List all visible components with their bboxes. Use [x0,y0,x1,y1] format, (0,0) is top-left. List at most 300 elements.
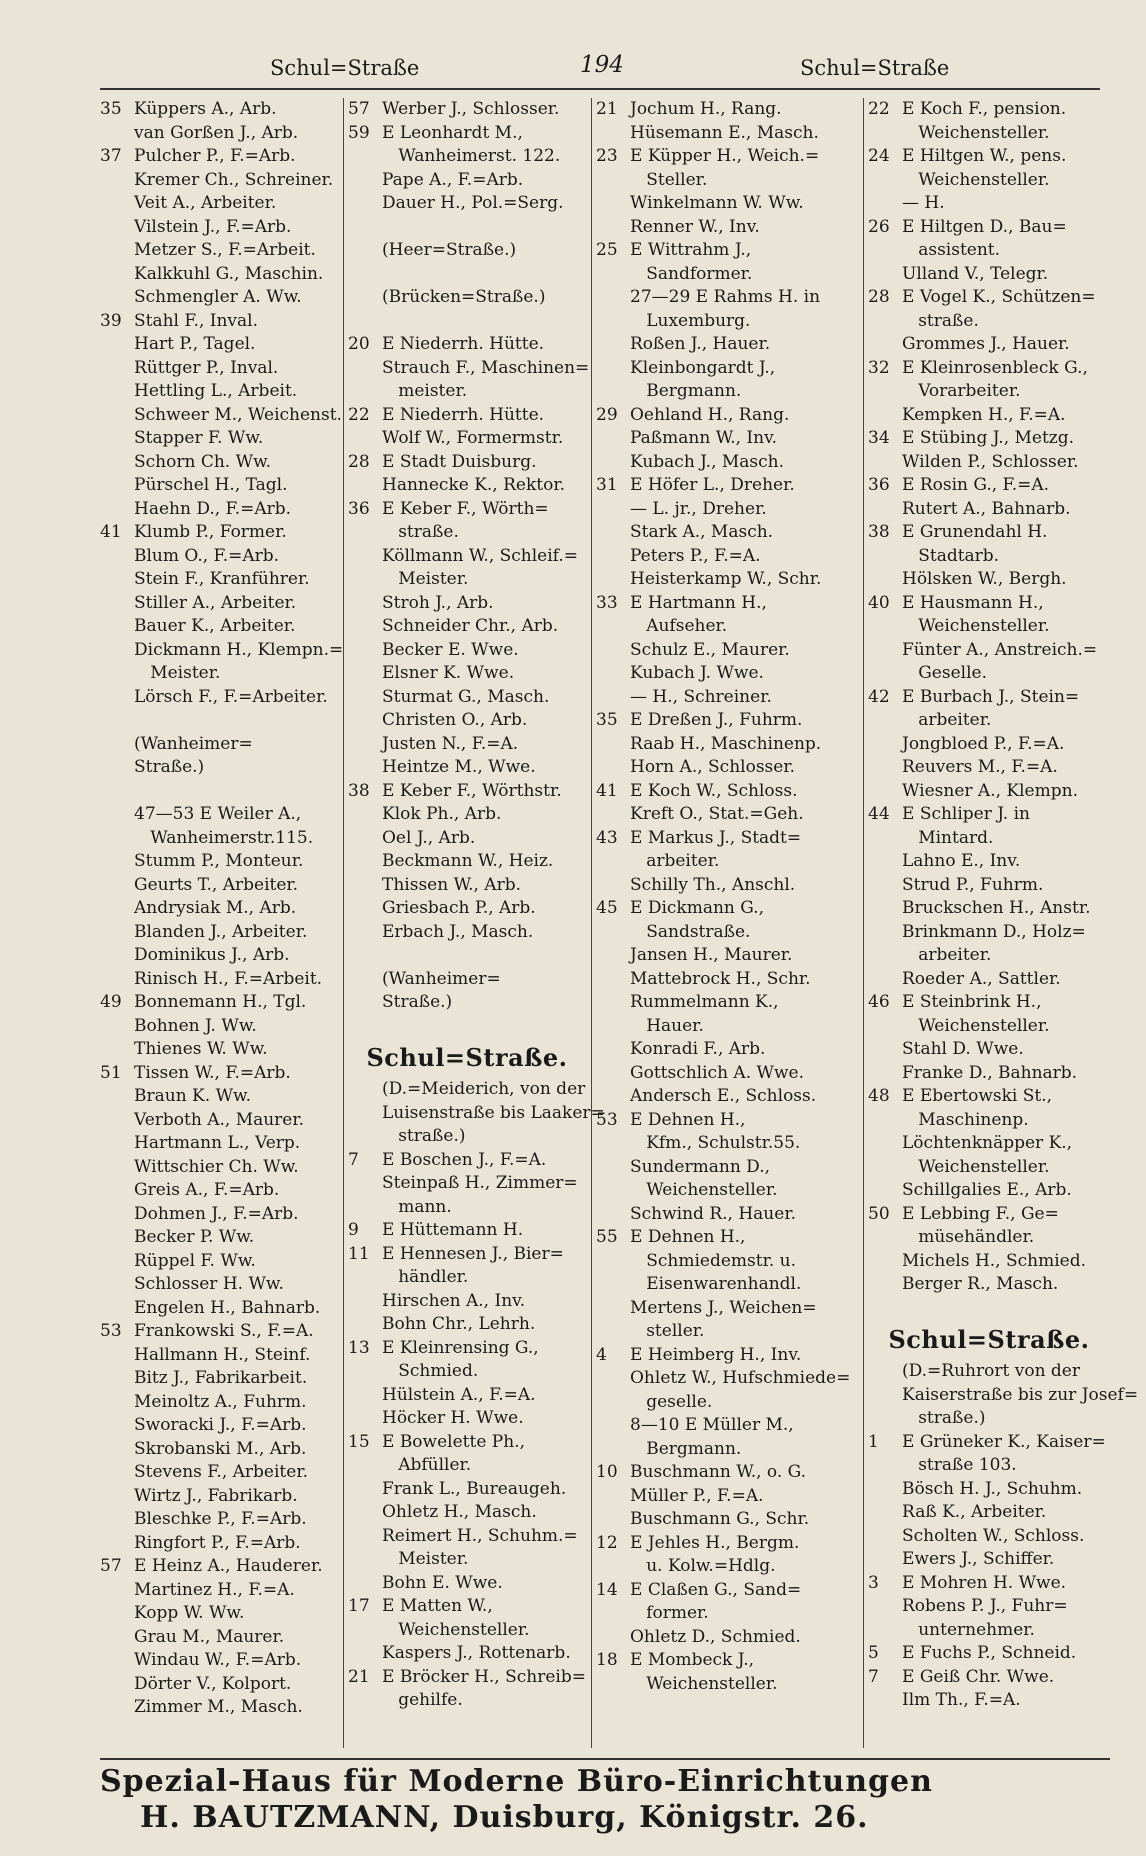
resident-text: 8—10 E Müller M., [630,1415,794,1435]
resident-text: straße. [902,310,979,331]
directory-entry [596,1438,858,1462]
directory-entry [100,709,338,733]
directory-entry [100,216,338,240]
directory-entry [100,968,338,992]
directory-entry [868,333,1110,357]
ad-line-1: Spezial-Haus für Moderne Büro-Einrichtungen [100,1764,933,1799]
directory-entry [348,1149,586,1173]
column-1 [100,98,344,1748]
house-number: 22 [348,404,370,425]
resident-text: Weichensteller. [902,1156,1050,1177]
house-number: 15 [348,1431,370,1452]
directory-entry [348,1689,586,1713]
directory-entry [868,780,1110,804]
directory-entry [868,192,1110,216]
resident-text: E Dehnen H., [630,1227,746,1247]
directory-entry [868,98,1110,122]
directory-entry [868,1595,1110,1619]
directory-entry [348,357,590,381]
resident-text: van Gorßen J., Arb. [134,122,299,143]
resident-text: E Hartmann H., [630,592,767,613]
directory-entry [348,145,586,169]
directory-entry [596,1555,858,1579]
directory-entry [100,404,342,428]
resident-text: Weichensteller. [630,1673,778,1694]
resident-text: Kaspers J., Rottenarb. [382,1643,571,1663]
directory-entry [348,991,586,1015]
directory-entry [348,968,586,992]
resident-text: Strud P., Fuhrm. [902,874,1044,895]
directory-entry [596,286,858,310]
house-number: 38 [348,780,370,801]
directory-entry [100,333,338,357]
house-number: 25 [596,240,618,260]
directory-entry [868,263,1110,287]
house-number: 53 [596,1109,618,1130]
resident-text: Zimmer M., Masch. [134,1697,303,1717]
resident-text: Bleschke P., F.=Arb. [134,1509,307,1529]
resident-text: Dörter V., Kolport. [134,1673,292,1694]
directory-entry [596,122,858,146]
resident-text: Schneider Chr., Arb. [382,616,559,636]
directory-entry [100,1649,338,1673]
directory-entry [348,263,586,287]
resident-text: Kubach J., Masch. [630,451,785,472]
resident-text: Konradi F., Arb. [630,1039,766,1059]
directory-entry [100,592,338,616]
directory-entry [868,1038,1110,1062]
resident-text: Kaiserstraße bis zur Josef= [902,1384,1139,1405]
street-section-title: Schul=Straße. [366,1043,568,1072]
directory-entry [100,145,338,169]
directory-entry [868,568,1110,592]
resident-text: gehilfe. [382,1690,463,1710]
directory-entry [596,1132,858,1156]
resident-text: Bonnemann H., Tgl. [134,992,307,1012]
resident-text: mann. [382,1196,452,1217]
resident-text: Ringfort P., F.=Arb. [134,1532,301,1553]
resident-text: Windau W., F.=Arb. [134,1650,302,1670]
resident-text: (D.=Ruhrort von der [902,1361,1080,1381]
house-number: 46 [868,992,890,1012]
directory-entry [596,1226,858,1250]
directory-entry [596,686,858,710]
directory-entry [868,756,1110,780]
directory-entry [100,1461,338,1485]
resident-text: Strauch F., Maschinen= [382,357,590,378]
resident-text: 27—29 E Rahms H. in [630,287,821,307]
resident-text: Frankowski S., F.=A. [134,1321,314,1341]
resident-text: Schulz E., Maurer. [630,639,790,660]
directory-entry [100,1344,338,1368]
directory-entry [348,1102,605,1126]
resident-text: Schmied. [382,1361,479,1381]
resident-text: E Hausmann H., [902,592,1044,613]
resident-text: Lörsch F., F.=Arbeiter. [134,686,328,707]
directory-entry [868,169,1110,193]
directory-entry [868,827,1110,851]
directory-entry [348,1548,586,1572]
resident-text: u. Kolw.=Hdlg. [630,1556,776,1576]
resident-text: müsehändler. [902,1227,1035,1247]
directory-entry [596,921,858,945]
resident-text: Klok Ph., Arb. [382,804,502,824]
directory-entry [596,756,858,780]
resident-text: Haehn D., F.=Arb. [134,498,292,519]
resident-text: E Grüneker K., Kaiser= [902,1431,1106,1452]
resident-text: Kleinbongardt J., [630,357,776,378]
directory-entry [100,1038,338,1062]
resident-text: Kremer Ch., Schreiner. [134,169,334,190]
directory-entry [348,1595,586,1619]
resident-text: E Heinz A., Hauderer. [134,1556,323,1576]
resident-text: assistent. [902,240,1001,260]
resident-text: Bösch H. J., Schuhm. [902,1478,1083,1499]
directory-entry [596,1085,858,1109]
resident-text: Robens P. J., Fuhr= [902,1596,1068,1616]
directory-entry [596,239,858,263]
house-number: 57 [100,1556,122,1576]
house-number: 21 [596,99,618,119]
resident-text: — H., Schreiner. [630,686,772,707]
house-number: 41 [596,780,618,801]
directory-entry [100,451,338,475]
directory-entry [868,1619,1110,1643]
directory-entry [348,239,586,263]
directory-entry [348,1501,586,1525]
column-divider [591,98,592,1748]
resident-text: Hallmann H., Steinf. [134,1344,311,1365]
resident-text: Sturmat G., Masch. [382,686,550,707]
house-number: 32 [868,357,890,378]
resident-text: Bergmann. [630,1438,742,1459]
resident-text: Kalkkuhl G., Maschin. [134,263,324,284]
resident-text: Erbach J., Masch. [382,921,534,942]
directory-entry [596,850,858,874]
resident-text: E Bowelette Ph., [382,1431,525,1452]
resident-text: E Hiltgen D., Bau= [902,216,1067,237]
resident-text: Meister. [382,569,469,589]
resident-text: Blanden J., Arbeiter. [134,921,308,942]
directory-entry [596,1391,858,1415]
resident-text: E Kleinrensing G., [382,1337,539,1358]
resident-text: meister. [382,381,468,401]
resident-text: Wilden P., Schlosser. [902,451,1079,472]
resident-text: Mertens J., Weichen= [630,1297,817,1318]
directory-entry [100,427,338,451]
directory-entry [348,1015,586,1039]
directory-entry [348,545,586,569]
resident-text: Ohletz H., Masch. [382,1502,537,1522]
directory-entry [596,733,858,757]
directory-entry [596,1320,858,1344]
directory-entry [868,1407,1110,1431]
resident-text: Meinoltz A., Fuhrm. [134,1391,307,1412]
directory-entry [348,1196,586,1220]
directory-entry [868,1525,1110,1549]
resident-text: Eisenwarenhandl. [630,1274,802,1294]
directory-entry [348,169,586,193]
resident-text: Metzer S., F.=Arbeit. [134,240,316,260]
resident-text: Kfm., Schulstr.55. [630,1133,801,1153]
directory-entry [868,944,1110,968]
directory-entry [348,1619,586,1643]
resident-text: Sundermann D., [630,1156,771,1177]
directory-entry [596,1508,858,1532]
directory-entry [100,827,338,851]
resident-text: Reimert H., Schuhm.= [382,1525,578,1546]
resident-text: Köllmann W., Schleif.= [382,545,579,566]
resident-text: Verboth A., Maurer. [134,1109,305,1130]
resident-text: Blum O., F.=Arb. [134,545,280,566]
directory-entry [868,1297,1110,1321]
house-number: 5 [868,1643,879,1663]
directory-entry [868,1454,1110,1478]
directory-entry [100,639,344,663]
resident-text: E Küpper H., Weich.= [630,146,820,166]
house-number: 42 [868,686,890,707]
directory-entry [868,709,1110,733]
resident-text: Hülstein A., F.=A. [382,1384,536,1405]
resident-text: Oehland H., Rang. [630,404,790,425]
resident-text: Wanheimerstr.115. [134,827,314,848]
directory-entry [348,921,586,945]
directory-entry [596,615,858,639]
resident-text: E Markus J., Stadt= [630,827,802,848]
resident-text: Ulland V., Telegr. [902,263,1049,284]
resident-text: Stiller A., Arbeiter. [134,592,297,613]
resident-text: Justen N., F.=A. [382,733,519,754]
resident-text: E Steinbrink H., [902,992,1042,1012]
resident-text: Griesbach P., Arb. [382,898,536,918]
directory-entry [348,615,586,639]
resident-text: Grau M., Maurer. [134,1626,285,1647]
house-number: 36 [868,475,890,495]
resident-text: Meister. [382,1549,469,1569]
directory-entry [100,122,338,146]
house-number: 3 [868,1572,879,1593]
house-number: 10 [596,1462,618,1482]
directory-entry [348,1666,586,1690]
resident-text: Becker P. Ww. [134,1227,255,1247]
directory-entry [348,1572,586,1596]
directory-entry [596,1602,858,1626]
resident-text: Wirtz J., Fabrikarb. [134,1485,298,1506]
resident-text: E Mohren H. Wwe. [902,1572,1067,1593]
resident-text: Wittschier Ch. Ww. [134,1156,299,1177]
directory-entry [868,310,1110,334]
house-number: 45 [596,898,618,918]
resident-text: Ewers J., Schiffer. [902,1549,1055,1569]
resident-text: (Heer=Straße.) [382,240,517,260]
directory-entry [100,1602,338,1626]
directory-entry [596,451,858,475]
directory-entry [868,897,1110,921]
directory-entry [348,192,586,216]
resident-text: E Niederrh. Hütte. [382,334,545,354]
resident-text: Jochum H., Rang. [630,99,782,119]
house-number: 35 [596,710,618,730]
directory-entry [348,521,586,545]
resident-text: arbeiter. [902,945,992,965]
directory-entry [596,568,858,592]
directory-entry [868,1179,1110,1203]
directory-entry [348,592,586,616]
resident-text: E Mombeck J., [630,1650,755,1670]
resident-text: Stapper F. Ww. [134,428,264,448]
column-divider [863,98,864,1748]
directory-entry [100,1156,338,1180]
directory-entry [348,1478,586,1502]
resident-text: Andersch E., Schloss. [630,1086,817,1106]
house-number: 35 [100,99,122,119]
directory-entry [868,662,1110,686]
resident-text: Weichensteller. [902,122,1050,143]
resident-text: Rinisch H., F.=Arbeit. [134,968,323,989]
directory-entry [100,897,338,921]
house-number: 29 [596,404,618,425]
directory-entry [100,1696,338,1720]
resident-text: Schlosser H. Ww. [134,1274,284,1294]
house-number: 7 [348,1149,359,1170]
resident-text: Horn A., Schlosser. [630,757,795,777]
directory-entry [100,1297,338,1321]
resident-text: Ilm Th., F.=A. [902,1690,1021,1710]
resident-text: Hart P., Tagel. [134,334,256,354]
resident-text: Dohmen J., F.=Arb. [134,1203,299,1224]
directory-entry [868,404,1110,428]
directory-entry [348,1454,586,1478]
directory-entry [348,310,586,334]
house-number: 48 [868,1086,890,1106]
resident-text: E Hiltgen W., pens. [902,146,1067,166]
resident-text: Andrysiak M., Arb. [134,898,297,918]
directory-entry [596,1579,858,1603]
directory-entry [348,333,586,357]
directory-entry [348,286,586,310]
resident-text: Rüttger P., Inval. [134,357,279,378]
resident-text: former. [630,1603,709,1623]
directory-entry [348,827,586,851]
directory-entry [100,1532,338,1556]
house-number: 28 [868,287,890,307]
resident-text: Küppers A., Arb. [134,99,277,119]
house-number: 50 [868,1203,890,1224]
resident-text: E Koch W., Schloss. [630,780,798,801]
resident-text: Mattebrock H., Schr. [630,968,811,989]
directory-entry [596,991,858,1015]
house-number: 18 [596,1650,618,1670]
directory-entry [868,1548,1110,1572]
directory-entry [348,874,586,898]
directory-entry [348,474,586,498]
directory-entry [100,286,338,310]
resident-text: händler. [382,1267,469,1287]
resident-text: E Claßen G., Sand= [630,1579,802,1600]
directory-entry [100,850,338,874]
resident-text: Bohnen J. Ww. [134,1015,257,1036]
resident-text: Stevens F., Arbeiter. [134,1462,308,1482]
directory-entry [100,1085,338,1109]
directory-entry [596,803,858,827]
directory-entry [596,592,858,616]
directory-entry [868,803,1110,827]
house-number: 26 [868,216,890,237]
directory-entry [868,1572,1110,1596]
directory-entry [348,1078,586,1102]
directory-entry [100,803,338,827]
house-number: 28 [348,451,370,472]
directory-entry [100,1132,338,1156]
resident-text: Pürschel H., Tagl. [134,475,288,495]
directory-entry [596,357,858,381]
resident-text: Rüppel F. Ww. [134,1250,256,1271]
resident-text: Heisterkamp W., Schr. [630,569,822,589]
directory-entry [868,122,1110,146]
directory-entry [596,545,858,569]
resident-text: Engelen H., Bahnarb. [134,1297,321,1318]
directory-entry [348,756,586,780]
resident-text: Buschmann G., Schr. [630,1509,810,1529]
directory-entry [596,1179,858,1203]
header-right-street: Schul=Straße [800,56,950,80]
resident-text: Gottschlich A. Wwe. [630,1062,804,1083]
directory-entry [596,145,858,169]
resident-text: Rutert A., Bahnarb. [902,498,1071,519]
resident-text: Stark A., Masch. [630,522,774,542]
resident-text: arbeiter. [630,851,720,871]
directory-entry [596,404,858,428]
resident-text: E Kleinrosenbleck G., [902,357,1088,378]
resident-text: Raab H., Maschinenp. [630,733,822,754]
resident-text: straße 103. [902,1455,1017,1475]
resident-text: geselle. [630,1391,713,1412]
resident-text: Weichensteller. [902,616,1050,636]
resident-text: Frank L., Bureaugeh. [382,1478,567,1499]
house-number: 39 [100,310,122,331]
directory-entry [100,263,338,287]
directory-entry [868,1273,1110,1297]
directory-entry [100,357,338,381]
directory-entry [868,239,1110,263]
directory-entry [348,1642,586,1666]
directory-entry [868,1226,1110,1250]
directory-entry [100,686,338,710]
resident-text: E Geiß Chr. Wwe. [902,1666,1055,1687]
resident-text: (Wanheimer= [382,968,501,989]
directory-entry [100,944,338,968]
resident-text: Dickmann H., Klempn.= [134,639,344,660]
resident-text: Paßmann W., Inv. [630,428,778,448]
house-number: 21 [348,1666,370,1687]
resident-text: Stahl F., Inval. [134,310,259,331]
directory-entry [100,615,338,639]
resident-text: Schmengler A. Ww. [134,287,302,307]
directory-entry [868,427,1110,451]
resident-text: Jansen H., Maurer. [630,945,793,965]
resident-text: steller. [630,1321,705,1341]
resident-text: Renner W., Inv. [630,216,760,237]
resident-text: Bauer K., Arbeiter. [134,616,296,636]
directory-entry [100,1320,338,1344]
directory-entry [868,991,1110,1015]
resident-text: 47—53 E Weiler A., [134,804,302,824]
resident-text: Wanheimerst. 122. [382,146,561,166]
resident-text: E Lebbing F., Ge= [902,1203,1059,1224]
directory-entry [868,850,1110,874]
resident-text: (Wanheimer= [134,733,253,754]
resident-text: Schilly Th., Anschl. [630,874,796,895]
